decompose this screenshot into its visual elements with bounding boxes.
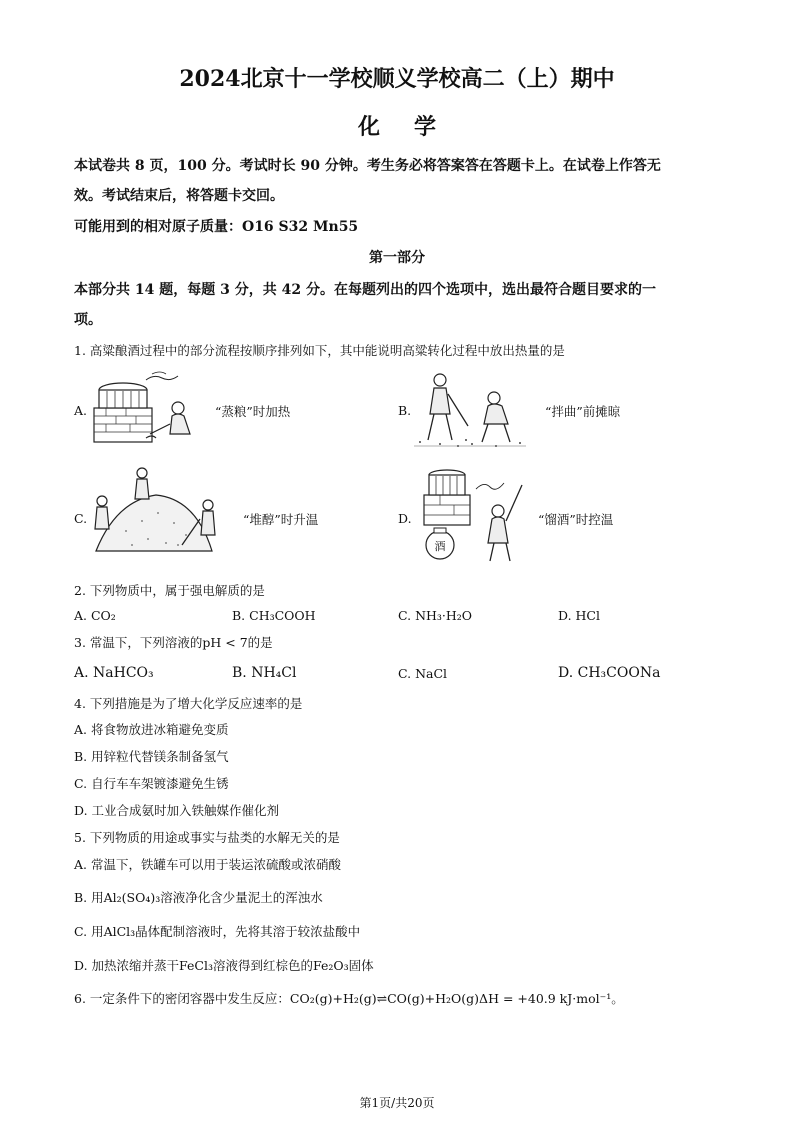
part1-heading: 第一部分 bbox=[369, 250, 425, 266]
distilling-liquor-illustration bbox=[410, 465, 530, 565]
q1-option-c-letter: C. bbox=[74, 511, 88, 526]
fermenting-pile-illustration bbox=[86, 465, 226, 561]
subject-title: 化学 bbox=[357, 114, 470, 140]
q3-stem: 3. 常温下，下列溶液的pH < 7的是 bbox=[74, 635, 273, 650]
q1-option-d-caption: “馏酒”时控温 bbox=[538, 512, 614, 527]
spreading-grain-illustration bbox=[410, 368, 530, 450]
q2-option-c: C. NH₃·H₂O bbox=[398, 608, 473, 623]
q5-option-c: C. 用AlCl₃晶体配制溶液时，先将其溶于较浓盐酸中 bbox=[74, 924, 361, 939]
q1-option-c-caption: “堆醇”时升温 bbox=[243, 512, 319, 527]
q3-option-d: D. CH₃COONa bbox=[558, 665, 661, 681]
q1-option-a-letter: A. bbox=[74, 403, 88, 418]
wine-jar-mark: 酒 bbox=[434, 540, 446, 553]
q1-option-a-caption: “蒸粮”时加热 bbox=[215, 404, 291, 419]
q1-option-b-caption: “拌曲”前摊晾 bbox=[545, 404, 621, 419]
steaming-grain-illustration bbox=[86, 368, 206, 448]
part1-desc-2: 项。 bbox=[74, 312, 102, 328]
q1-option-d-letter: D. bbox=[398, 511, 412, 526]
q2-option-a: A. CO₂ bbox=[74, 608, 116, 623]
q4-option-b: B. 用锌粒代替镁条制备氢气 bbox=[74, 749, 229, 764]
q5-stem: 5. 下列物质的用途或事实与盐类的水解无关的是 bbox=[74, 830, 340, 845]
q5-option-d: D. 加热浓缩并蒸干FeCl₃溶液得到红棕色的Fe₂O₃固体 bbox=[74, 958, 374, 973]
intro-line-2: 效。考试结束后，将答题卡交回。 bbox=[74, 188, 284, 204]
q2-stem: 2. 下列物质中，属于强电解质的是 bbox=[74, 583, 265, 598]
q2-option-b: B. CH₃COOH bbox=[232, 608, 316, 623]
q6-stem: 6. 一定条件下的密闭容器中发生反应：CO₂(g)+H₂(g)⇌CO(g)+H₂O(g)ΔH = +40.9 kJ·mol⁻¹。 bbox=[74, 991, 624, 1006]
q3-option-a: A. NaHCO₃ bbox=[74, 665, 154, 681]
page-footer: 第1页/共20页 bbox=[359, 1096, 435, 1110]
part1-desc-1: 本部分共 14 题，每题 3 分，共 42 分。在每题列出的四个选项中，选出最符合题目要求的一 bbox=[74, 282, 656, 298]
q4-option-d: D. 工业合成氨时加入铁触媒作催化剂 bbox=[74, 803, 280, 818]
q2-option-d: D. HCl bbox=[558, 608, 600, 623]
q3-option-c: C. NaCl bbox=[398, 666, 448, 681]
q4-option-a: A. 将食物放进冰箱避免变质 bbox=[74, 722, 229, 737]
q5-option-b: B. 用Al₂(SO₄)₃溶液净化含少量泥土的浑浊水 bbox=[74, 890, 323, 905]
q1-option-b-letter: B. bbox=[398, 403, 412, 418]
q4-stem: 4. 下列措施是为了增大化学反应速率的是 bbox=[74, 696, 303, 711]
intro-line-1: 本试卷共 8 页，100 分。考试时长 90 分钟。考生务必将答案答在答题卡上。在试卷上作答无 bbox=[74, 158, 661, 174]
atomic-mass-note: 可能用到的相对原子质量：O16 S32 Mn55 bbox=[74, 219, 359, 235]
exam-title: 2024北京十一学校顺义学校高二（上）期中 bbox=[179, 66, 615, 92]
q1-stem: 1. 高粱酿酒过程中的部分流程按顺序排列如下，其中能说明高粱转化过程中放出热量的是 bbox=[74, 343, 565, 358]
q3-option-b: B. NH₄Cl bbox=[232, 665, 297, 681]
q4-option-c: C. 自行车车架镀漆避免生锈 bbox=[74, 776, 229, 791]
q5-option-a: A. 常温下，铁罐车可以用于装运浓硫酸或浓硝酸 bbox=[74, 857, 341, 872]
